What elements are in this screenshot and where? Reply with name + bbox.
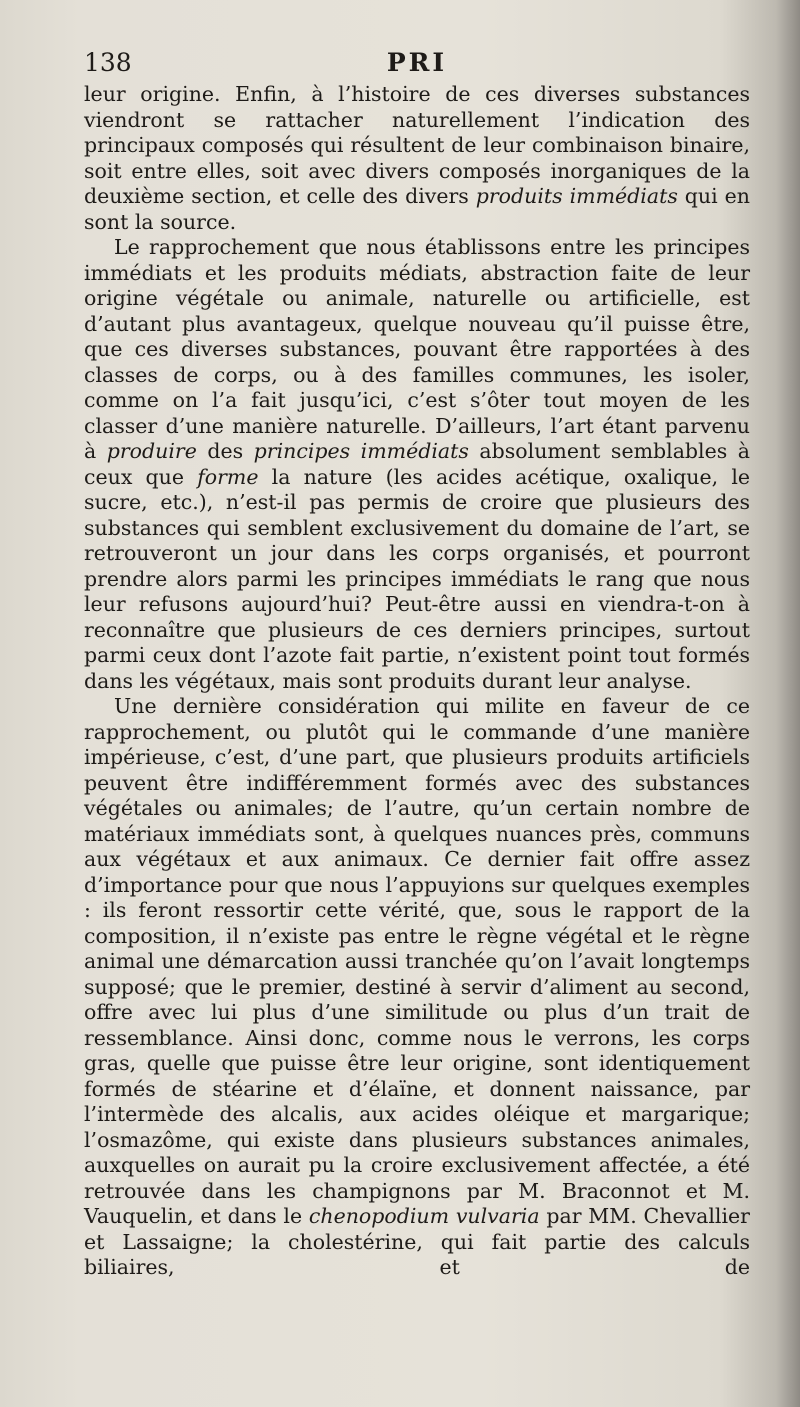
italic-text: produire [106, 439, 197, 463]
page-header [84, 48, 750, 80]
italic-text: forme [197, 464, 259, 489]
page-number: 138 [84, 48, 132, 77]
running-head: PRI [386, 48, 448, 77]
text-run: qui en sont la source. [84, 184, 750, 234]
paragraph [84, 235, 750, 694]
italic-text: chenopodium vulvaria [308, 1204, 540, 1228]
text-run: absolument semblables à ceux que [84, 439, 750, 489]
paragraph [84, 82, 750, 235]
text-run: des [196, 439, 254, 463]
text-run: Le rapprochement que nous établissons entre les principes immédiats et les produits médiats, abstraction faite de leur origine végétale ou animale, naturelle ou artificielle, est d’autant plus avantageux, quelque nouveau qu’il puisse être, que ces diverses substances, pouvant être rapportées à des classes de corps, ou à des familles communes, les isoler, comme on l’a fait jusqu’ici, c’est s’ôter tout moyen de les classer d’une manière naturelle. D’ailleurs, l’art étant parvenu à [84, 235, 750, 463]
text-run: par MM. Chevallier et Lassaigne; la cholestérine, qui fait partie des calculs biliaires, et de [84, 1204, 750, 1279]
italic-text: produits immédiats [475, 184, 678, 208]
paragraph [84, 694, 750, 1281]
text-run: la nature (les acides acétique, oxalique, le sucre, etc.), n’est-il pas permis de croire que plusieurs des substances qui semblent exclusivement du domaine de l’art, se retrouveront un jour dans les corps organisés, et pourront prendre alors parmi les principes immédiats le rang que nous leur refusons aujourd’hui? Peut-être aussi en viendra-t-on à reconnaître que plusieurs de ces derniers principes, surtout parmi ceux dont l’azote fait partie, n’existent point tout formés dans les végétaux, mais sont produits durant leur analyse. [84, 464, 751, 693]
body-text [84, 82, 750, 1281]
text-run: leur origine. Enfin, à l’histoire de ces diverses substances viendront se rattacher naturellement l’indication des principaux composés qui résultent de leur combinaison binaire, soit entre elles, soit avec divers composés inorganiques de la deuxième section, et celle des divers [84, 82, 750, 208]
text-run: Une dernière considération qui milite en faveur de ce rapprochement, ou plutôt qui le commande d’une manière impérieuse, c’est, d’une part, que plusieurs produits artificiels peuvent être indifféremment formés avec des substances végétales ou animales; de l’autre, qu’un certain nombre de matériaux immédiats sont, à quelques nuances près, communs aux végétaux et aux animaux. Ce dernier fait offre assez d’importance pour que nous l’appuyions sur quelques exemples : ils feront ressortir cette vérité, que, sous le rapport de la composition, il n’existe pas entre le règne végétal et le règne animal une démarcation aussi tranchée qu’on l’avait longtemps supposé; que le premier, destiné à servir d’aliment au second, offre avec lui plus d’une similitude ou plus d’un trait de ressemblance. Ainsi donc, comme nous le verrons, les corps gras, quelle que puisse être leur origine, sont identiquement formés de stéarine et d’élaïne, et donnent naissance, par l’intermède des alcalis, aux acides oléique et margarique; l’osmazôme, qui existe dans plusieurs substances animales, auxquelles on aurait pu la croire exclusivement affectée, a été retrouvée dans les champignons par M. Braconnot et M. Vauquelin, et dans le [84, 694, 750, 1228]
italic-text: principes immédiats [253, 439, 469, 463]
